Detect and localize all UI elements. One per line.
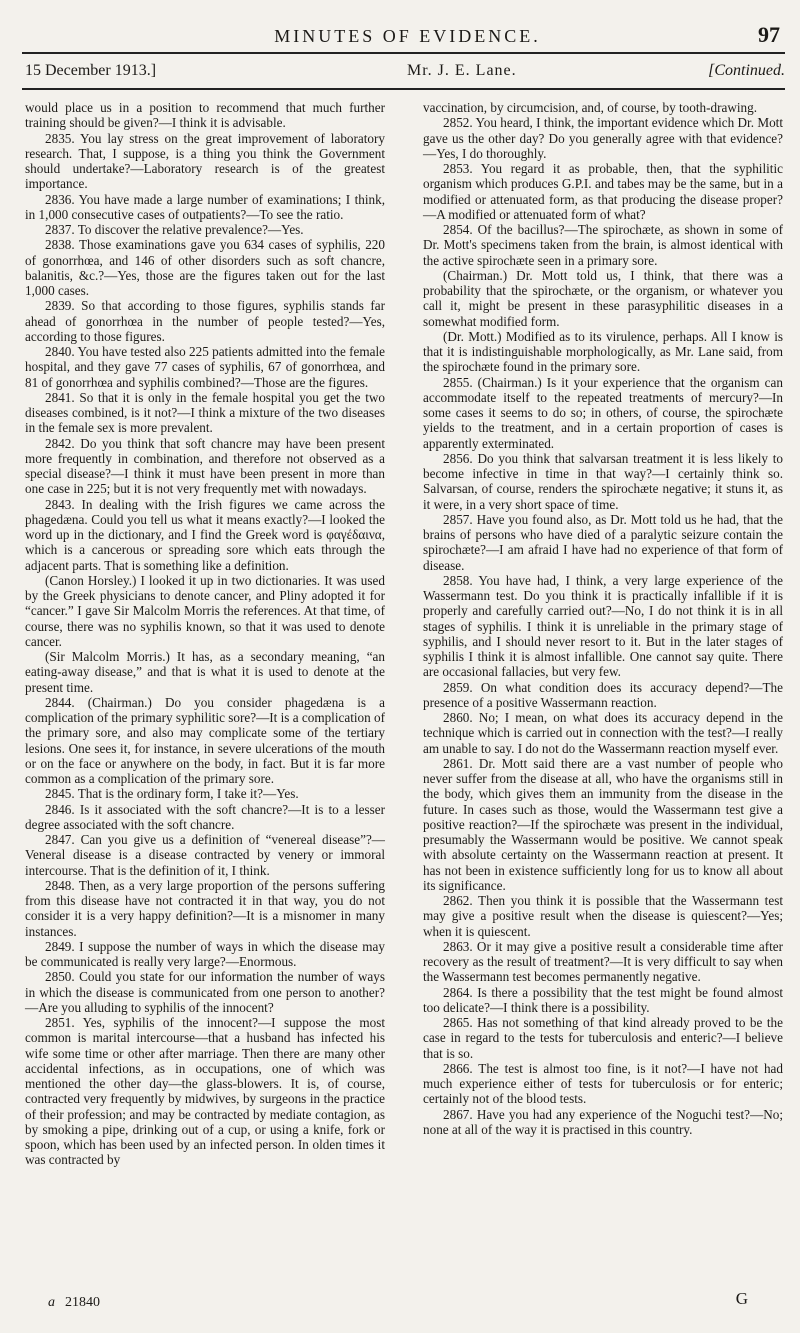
paragraph: 2861. Dr. Mott said there are a vast number of people who never suffer from the disease at all, who have the organisms still in the body, which gives them an immunity from the disease in the future. In cases such as those, would the Wassermann test give a positive reaction?—If the spirochæte was present in the individual, presumably the Wassermann would be positive. We cannot speak with absolute certainty on the Wassermann reaction at present. It has not been in existence sufficiently long for us to know all about its significance. — [423, 755, 783, 893]
signature-number: 21840 — [65, 1295, 100, 1310]
paragraph: 2835. You lay stress on the great improvement of laboratory research. That, I suppose, is a thing you think the Government should undertake?—Laboratory research is of the greatest importance. — [25, 130, 385, 192]
subheading-rule — [22, 88, 785, 90]
signature-letter: a — [48, 1295, 55, 1310]
subheading — [25, 62, 785, 86]
paragraph: vaccination, by circumcision, and, of course, by tooth-drawing. — [423, 100, 757, 115]
continued-label: [Continued. — [708, 62, 785, 79]
paragraph: 2850. Could you state for our information the number of ways in which the disease is communicated from one person to another?—Are you alluding to syphilis of the innocent? — [25, 969, 385, 1015]
paragraph: 2840. You have tested also 225 patients admitted into the female hospital, and they gave 77 cases of syphilis, 67 of gonorrhœa, and 81 of gonorrhœa and syphilis combined?—Those are the figures. — [25, 344, 385, 390]
paragraph: would place us in a position to recommend that much further training should be given?—I think it is advisable. — [25, 100, 385, 131]
paragraph: 2847. Can you give us a definition of “venereal disease”?—Veneral disease is a disease contracted by venery or immoral intercourse. That is the definition of it, I think. — [25, 832, 385, 878]
paragraph: (Canon Horsley.) I looked it up in two dictionaries. It was used by the Greek physicians to denote cancer, and Pliny adopted it for “cancer.” I gave Sir Malcolm Morris the references. At that time, of course, there was no syphilis known, so that it was used to denote cancer. — [25, 572, 385, 649]
paragraph: 2856. Do you think that salvarsan treatment it is less likely to become infective in time in that way?—I certainly think so. Salvarsan, of course, renders the spirochæte negative; it stuns it, as it were, in a very short space of time. — [423, 450, 783, 512]
paragraph: 2845. That is the ordinary form, I take it?—Yes. — [45, 786, 299, 802]
paragraph: 2852. You heard, I think, the important evidence which Dr. Mott gave us the other day? Do you generally agree with that evidence?—Yes, I do thoroughly. — [423, 115, 783, 161]
paragraph: 2860. No; I mean, on what does its accuracy depend in the technique which is carried out in connection with the test?—I really am unable to say. I do not do the Wassermann reaction myself ever. — [423, 710, 783, 756]
paragraph: 2855. (Chairman.) Is it your experience that the organism can accommodate itself to the repeated treatments of mercury?—In some cases it seems to do so; in others, of course, the spirochæte yields to the treatment, and in a certain proportion of cases is apparently exterminated. — [423, 374, 783, 451]
paragraph: 2841. So that it is only in the female hospital you get the two diseases combined, is it not?—I think a mixture of the two diseases in the female sex is more prevalent. — [25, 389, 385, 436]
paragraph: 2865. Has not something of that kind already proved to be the case in regard to the tests for tuberculosis and enteric?—I believe that is so. — [423, 1015, 783, 1061]
paragraph: 2838. Those examinations gave you 634 cases of syphilis, 220 of gonorrhœa, and 146 of other disorders such as soft chancre, balanitis, &c.?—Yes, those are the figures taken out for the last 1,000 cases. — [25, 237, 385, 298]
paragraph: 2862. Then you think it is possible that the Wassermann test may give a positive result when the disease is quiescent?—Yes; when it is quiescent. — [423, 893, 783, 939]
paragraph: 2863. Or it may give a positive result a considerable time after recovery as the result of treatment?—It is very difficult to say when the Wassermann test becomes permanently negative. — [423, 938, 783, 985]
paragraph: 2849. I suppose the number of ways in which the disease may be communicated is really very large?—Enormous. — [25, 938, 385, 969]
paragraph: 2857. Have you found also, as Dr. Mott told us he had, that the brains of persons who have died of a paralytic seizure contain the spirochæte?—I am afraid I have had no experience of that form of disease. — [423, 511, 783, 573]
paragraph: 2853. You regard it as probable, then, that the syphilitic organism which produces G.P.I. and tabes may be the same, but in a modified or attenuated form, as that producing the disease proper?—A modified or attenuated form of what? — [423, 161, 783, 222]
printer-signature — [48, 1295, 100, 1311]
paragraph: 2848. Then, as a very large proportion of the persons suffering from this disease have not contracted it in that way, you do not consider it is a very happy definition?—It is a misnomer in many instances. — [25, 877, 385, 939]
paragraph: 2864. Is there a possibility that the test might be found almost too delicate?—I think there is a possibility. — [423, 984, 783, 1015]
right-column — [423, 100, 783, 1137]
paragraph: 2844. (Chairman.) Do you consider phagedæna is a complication of the primary syphilitic sore?—It is a complication of the primary sore, and also may complicate some of the tertiary lesions. One sees it, for instance, in severe ulcerations of the mouth or on the face or anywhere on the body, in fact. But it is far more common as a complication of the primary sore. — [25, 694, 385, 786]
paragraph: (Sir Malcolm Morris.) It has, as a secondary meaning, “an eating-away disease,” and that is what it is used to denote at the present time. — [25, 649, 385, 695]
paragraph: 2836. You have made a large number of examinations; I think, in 1,000 consecutive cases of outpatients?—To see the ratio. — [25, 191, 385, 222]
page-number: 97 — [758, 22, 780, 47]
paragraph: 2846. Is it associated with the soft chancre?—It is to a lesser degree associated with the soft chancre. — [25, 801, 385, 832]
left-column — [25, 100, 385, 1168]
paragraph: 2859. On what condition does its accuracy depend?—The presence of a positive Wassermann reaction. — [423, 679, 783, 710]
paragraph: 2858. You have had, I think, a very large experience of the Wassermann test. Do you think it is practically infallible if it is properly and carefully carried out?—No, I do not think it is in all stages of syphilis. I think it is unreliable in the primary stage of syphilis, and I should never resort to it. But in the later stages of syphilis I think it is almost infallible. One cannot say quite. There are occasional fallacies, but very few. — [423, 572, 783, 680]
paragraph: 2842. Do you think that soft chancre may have been present more frequently in combination, and therefore not observed as a special disease?—I think it must have been present in more than one case in 225; but it is not very frequently met with nowadays. — [25, 435, 385, 497]
paragraph: 2867. Have you had any experience of the Noguchi test?—No; none at all of the way it is practised in this country. — [423, 1106, 783, 1137]
paragraph: 2866. The test is almost too fine, is it not?—I have not had much experience either of tests for tuberculosis or for enteric; certainly not of the blood tests. — [423, 1060, 783, 1107]
paragraph: 2839. So that according to those figures, syphilis stands far ahead of gonorrhœa in the number of people tested?—Yes, according to those figures. — [25, 298, 385, 344]
sitting-date: 15 December 1913.] — [25, 62, 157, 79]
paragraph: 2851. Yes, syphilis of the innocent?—I suppose the most common is marital intercourse—that a husband has infected his wife some time or other after marriage. Then there are many other accidental infections, as in occupations, one of which was mentioned the other day—the glass-blowers. It is, of course, contracted very frequently by midwives, by surgeons in the practice of their profession; and may be contracted by mediate contagion, as by smoking a pipe, drinking out of a cup, or using a knife, fork or spoon, which has been used by an infected person. In olden times it was contracted by — [25, 1015, 385, 1168]
paragraph: (Dr. Mott.) Modified as to its virulence, perhaps. All I know is that it is indistinguishable morphologically, as Mr. Lane said, from the spirochæte found in the primary sore. — [423, 328, 783, 375]
witness-name: Mr. J. E. Lane. — [407, 62, 517, 79]
running-head — [35, 22, 780, 48]
paragraph: 2837. To discover the relative prevalence?—Yes. — [45, 222, 304, 237]
sheet-mark: G — [735, 1289, 748, 1308]
page-title: MINUTES OF EVIDENCE. — [274, 26, 541, 46]
paragraph: 2854. Of the bacillus?—The spirochæte, as shown in some of Dr. Mott's specimens taken from the brain, is almost identical with the active spirochæte seen in a primary sore. — [423, 222, 783, 268]
top-rule — [22, 52, 785, 54]
paragraph: (Chairman.) Dr. Mott told us, I think, that there was a probability that the spirochæte, or the organism, or whatever you call it, might be present in these parasyphilitic diseases in a somewhat modified form. — [423, 267, 783, 329]
paragraph: 2843. In dealing with the Irish figures we came across the phagedæna. Could you tell us what it means exactly?—I looked the word up in the dictionary, and I find the Greek word is φαγέδαινα, which is a cancerous or spreading sore which eats through the adjacent parts. That is something like a definition. — [25, 496, 385, 573]
